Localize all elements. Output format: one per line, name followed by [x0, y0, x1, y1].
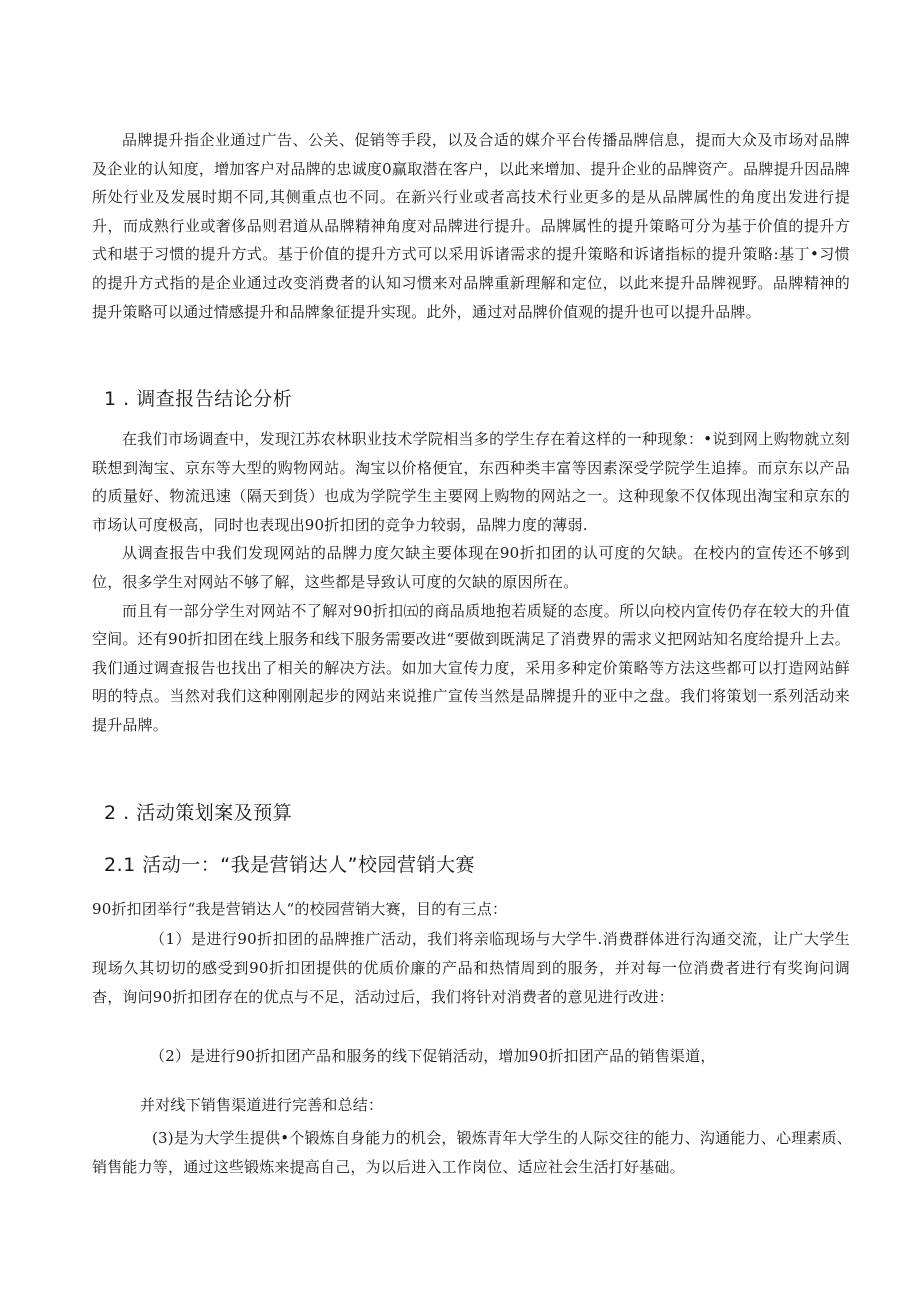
activity-lead: 90折扣团举行“我是营销达人“的校园营销大赛，目的有三点：	[92, 900, 508, 918]
intro-section	[92, 126, 850, 326]
section-1-paragraph-2: 从调查报告中我们发现网站的品牌力度欠缺主要体现在90折扣团的认可度的欠缺。在校内的宣传还不够到位，很多学生对网站不够了解，这些都是导致认可度的欠缺的原因所在。	[92, 544, 850, 591]
section-2-1-body	[92, 895, 850, 924]
section-2-heading: 2 . 活动策划案及预算	[104, 802, 293, 824]
activity-item-1	[92, 925, 850, 1012]
activity-item-2	[92, 1042, 850, 1071]
activity-item-2-text: （2）是进行90折扣团产品和服务的线下促销活动，增加90折扣团产品的销售渠道，	[150, 1047, 716, 1065]
section-1-heading: 1 . 调查报告结论分析	[104, 388, 293, 410]
section-1-paragraph-1: 在我们市场调查中，发现江苏农林职业技术学院相当多的学生存在着这样的一种现象：•说到网上购物就立刻联想到淘宝、京东等大型的购物网站。淘宝以价格便宜，东西种类丰富等因素深受学院学生追捧。而京东以产品的质量好、物流迅速（隔天到货）也成为学院学生主要网上购物的网站之一。这种现象不仅体现出淘宝和京东的市场认可度极高，同时也表现出90折扣团的竞争力较弱，品牌力度的薄弱.	[92, 430, 850, 534]
section-1-body	[92, 425, 850, 740]
section-2-1-heading: 2.1 活动一：“我是营销达人”校园营销大赛	[104, 854, 475, 876]
section-1-paragraph-3: 而且有一部分学生对网站不了解对90折扣㈤的商品质地抱若质疑的态度。所以向校内宣传仍存在较大的升值空间。还有90折扣团在线上服务和线下服务需要改进“要做到既满足了消费界的需求义把网站知名度给提升上去。我们通过调查报告也找出了相关的解决方法。如加大宣传力度，采用多种定价策略等方法这些都可以打造网站鲜明的特点。当然对我们这种刚刚起步的网站来说推广宣传当然是品牌提升的亚中之盘。我们将策划一系列活动来提升品牌。	[92, 601, 850, 734]
activity-item-1-text: （1）是进行90折扣团的品牌推广活动，我们将亲临现场与大学牛.消费群体进行沟通交流，让广大学生现场久其切切的感受到90折扣团提供的优质价廉的产品和热情周到的服务，并对每一位消费者进行有奖询问调杳，询问90折扣团存在的优点与不足，活动过后，我们将针对消费者的意见进行改进：	[92, 930, 850, 1006]
activity-item-3	[92, 1124, 852, 1182]
activity-item-2-continued-text: 并对线下销售渠道进行完善和总结：	[140, 1096, 384, 1114]
activity-item-3-text: (3)是为大学生提供•个锻炼自身能力的机会，锻炼青年大学生的人际交往的能力、沟通能力、心理素质、销售能力等，通过这些锻炼来提高自己，为以后进入工作岗位、适应社会生活打好基础。	[92, 1129, 852, 1176]
activity-item-2-continued	[92, 1091, 850, 1120]
intro-paragraph: 品牌提升指企业通过广告、公关、促销等手段，以及合适的媒介平台传播品牌信息，提而大众及市场对品牌及企业的认知度，增加客户对品牌的忠诚度0赢取潜在客户，以此来增加、提升企业的品牌资产。品牌提升因品牌所处行业及发展时期不同,其侧重点也不同。在新兴行业或者高技术行业更多的是从品牌属性的角度出发进行提升，而成熟行业或奢侈品则君道从品牌精神角度对品牌进行提升。品牌属性的提升策略可分为基于价值的提升方式和堪于习惯的提升方式。基于价值的提升方式可以采用诉诸需求的提升策略和诉诸指标的提升策略:基丁•习惯的提升方式指的是企业通过改变消费者的认知习惯来对品牌重新理解和定位，以此来提升品牌视野。品牌精神的提升策略可以通过情感提升和品牌象征提升实现。此外，通过对品牌价值观的提升也可以提升品牌。	[92, 131, 850, 321]
